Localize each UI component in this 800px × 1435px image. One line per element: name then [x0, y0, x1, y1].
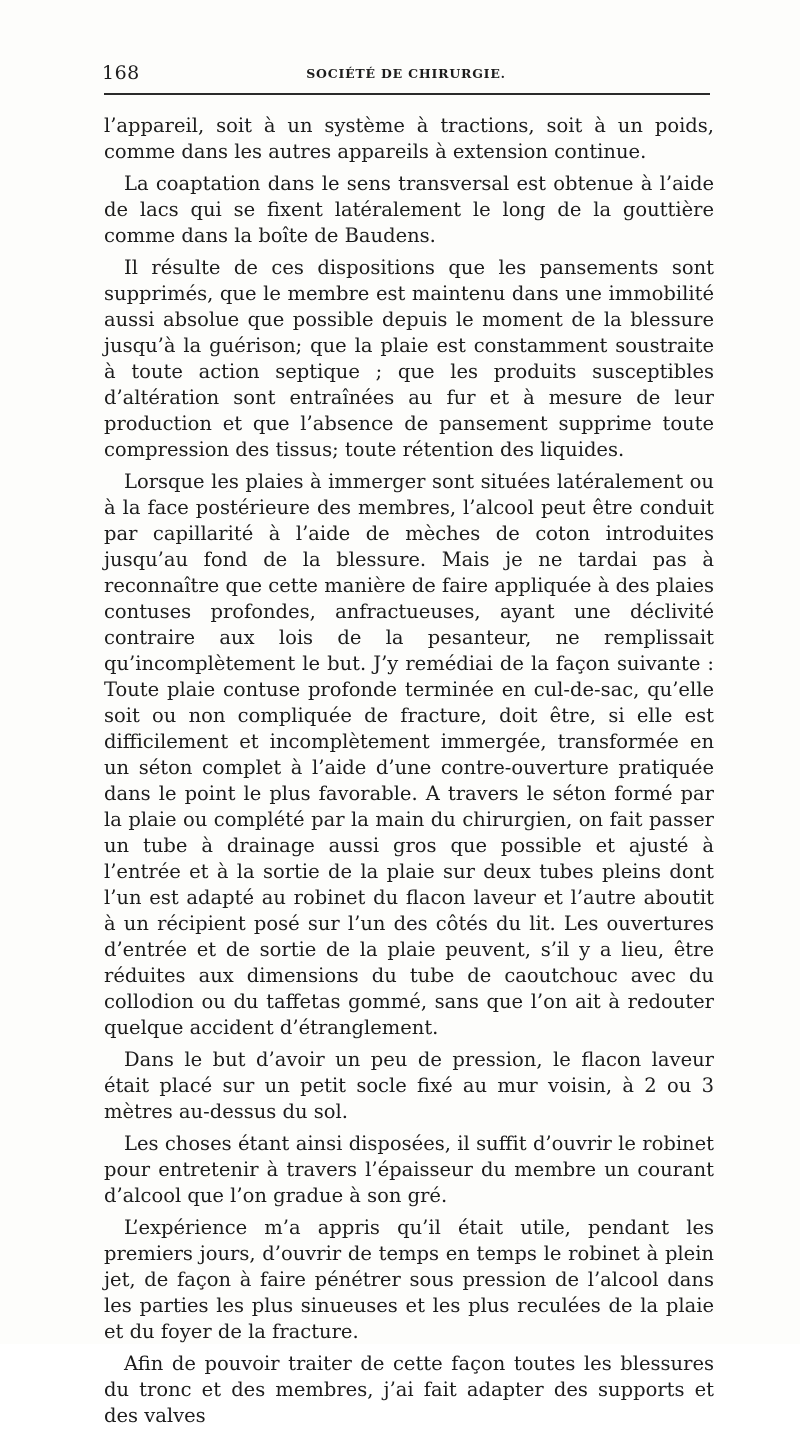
running-title: SOCIÉTÉ DE CHIRURGIE. [306, 66, 506, 81]
body-text [104, 113, 714, 1435]
paragraph: L’expérience m’a appris qu’il était utile, pendant les premiers jours, d’ouvrir de temps en temps le robinet à plein jet, de façon à faire pénétrer sous pression de l’alcool dans les parties les plus sinueuses et les plus reculées de la plaie et du foyer de la fracture. [104, 1216, 714, 1343]
paragraph: Lorsque les plaies à immerger sont situées latéralement ou à la face postérieure des membres, l’alcool peut être conduit par capillarité à l’aide de mèches de coton introduites jusqu’au fond de la blessure. Mais je ne tardai pas à reconnaître que cette manière de faire appliquée à des plaies contuses profondes, anfractueuses, ayant une déclivité contraire aux lois de la pesanteur, ne remplissait qu’incomplètement le but. J’y remédiai de la façon suivante : Toute plaie contuse profonde terminée en cul-de-sac, qu’elle soit ou non compliquée de fracture, doit être, si elle est difficilement et incomplètement immergée, transformée en un séton complet à l’aide d’une contre-ouverture pratiquée dans le point le plus favorable. A travers le séton formé par la plaie ou complété par la main du chirurgien, on fait passer un tube à drainage aussi gros que possible et ajusté à l’entrée et à la sortie de la plaie sur deux tubes pleins dont l’un est adapté au robinet du flacon laveur et l’autre aboutit à un récipient posé sur l’un des côtés du lit. Les ouvertures d’entrée et de sortie de la plaie peuvent, s’il y a lieu, être réduites aux dimensions du tube de caoutchouc avec du collodion ou du taffetas gommé, sans que l’on ait à redouter quelque accident d’étranglement. [104, 470, 714, 1039]
paragraph: Les choses étant ainsi disposées, il suffit d’ouvrir le robinet pour entretenir à travers l’épaisseur du membre un courant d’alcool que l’on gradue à son gré. [104, 1132, 714, 1207]
page-number: 168 [102, 62, 140, 84]
paragraph-continued: l’appareil, soit à un système à tractions, soit à un poids, comme dans les autres appareils à extension continue. [104, 114, 714, 163]
paragraph: Il résulte de ces dispositions que les pansements sont supprimés, que le membre est maintenu dans une immobilité aussi absolue que possible depuis le moment de la blessure jusqu’à la guérison; que la plaie est constamment soustraite à toute action septique ; que les produits susceptibles d’altération sont entraînées au fur et à mesure de leur production et que l’absence de pansement supprime toute compression des tissus; toute rétention des liquides. [104, 256, 714, 461]
header-rule [104, 93, 710, 95]
paragraph: Dans le but d’avoir un peu de pression, le flacon laveur était placé sur un petit socle fixé au mur voisin, à 2 ou 3 mètres au-dessus du sol. [104, 1048, 714, 1123]
paragraph: Afin de pouvoir traiter de cette façon toutes les blessures du tronc et des membres, j’ai fait adapter des supports et des valves [104, 1352, 714, 1427]
paragraph: La coaptation dans le sens transversal est obtenue à l’aide de lacs qui se fixent latéralement le long de la gouttière comme dans la boîte de Baudens. [104, 172, 714, 247]
page-header [102, 62, 710, 88]
